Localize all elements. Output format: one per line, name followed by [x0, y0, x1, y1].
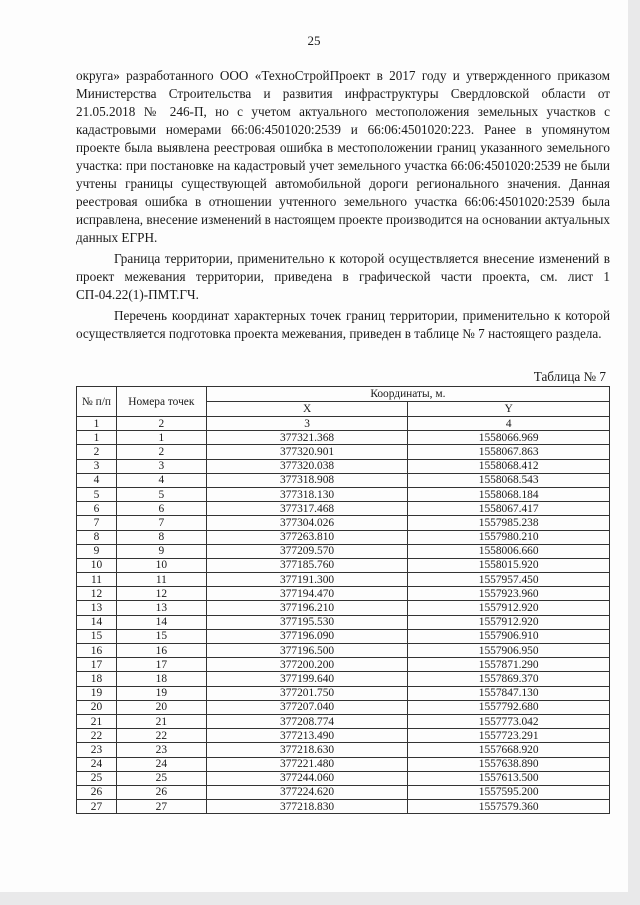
x-cell: 377213.490 — [206, 729, 408, 743]
table-row — [77, 502, 610, 516]
y-cell: 1557912.920 — [408, 601, 610, 615]
y-cell: 1557638.890 — [408, 757, 610, 771]
y-cell: 1558015.920 — [408, 558, 610, 572]
x-cell: 377218.630 — [206, 743, 408, 757]
y-cell: 1557847.130 — [408, 686, 610, 700]
row-num-cell: 5 — [77, 487, 117, 501]
y-cell: 1558067.417 — [408, 502, 610, 516]
row-num-cell: 4 — [77, 473, 117, 487]
index-cell: 4 — [408, 417, 610, 431]
table-row — [77, 743, 610, 757]
y-cell: 1558066.969 — [408, 431, 610, 445]
y-cell: 1557906.910 — [408, 629, 610, 643]
table-row — [77, 459, 610, 473]
row-num-cell: 2 — [77, 445, 117, 459]
table-row — [77, 601, 610, 615]
header-coords: Координаты, м. — [206, 387, 609, 402]
y-cell: 1557579.360 — [408, 800, 610, 814]
y-cell: 1557869.370 — [408, 672, 610, 686]
row-num-cell: 26 — [77, 785, 117, 799]
table-row — [77, 729, 610, 743]
row-num-cell: 20 — [77, 700, 117, 714]
table-row — [77, 672, 610, 686]
y-cell: 1558068.184 — [408, 487, 610, 501]
table-row — [77, 473, 610, 487]
row-num-cell: 12 — [77, 587, 117, 601]
table-row — [77, 629, 610, 643]
row-num-cell: 6 — [77, 502, 117, 516]
point-num-cell: 3 — [116, 459, 206, 473]
index-cell: 1 — [77, 417, 117, 431]
point-num-cell: 21 — [116, 714, 206, 728]
point-num-cell: 7 — [116, 516, 206, 530]
row-num-cell: 14 — [77, 615, 117, 629]
header-num: № п/п — [77, 387, 117, 417]
point-num-cell: 25 — [116, 771, 206, 785]
table-row — [77, 771, 610, 785]
table-row — [77, 587, 610, 601]
x-cell: 377221.480 — [206, 757, 408, 771]
x-cell: 377320.901 — [206, 445, 408, 459]
y-cell: 1557980.210 — [408, 530, 610, 544]
table-row — [77, 544, 610, 558]
table-row — [77, 700, 610, 714]
row-num-cell: 7 — [77, 516, 117, 530]
y-cell: 1557906.950 — [408, 644, 610, 658]
row-num-cell: 1 — [77, 431, 117, 445]
table-row — [77, 558, 610, 572]
table-row — [77, 615, 610, 629]
row-num-cell: 21 — [77, 714, 117, 728]
point-num-cell: 13 — [116, 601, 206, 615]
row-num-cell: 8 — [77, 530, 117, 544]
header-point: Номера точек — [116, 387, 206, 417]
point-num-cell: 24 — [116, 757, 206, 771]
row-num-cell: 17 — [77, 658, 117, 672]
point-num-cell: 9 — [116, 544, 206, 558]
y-cell: 1557985.238 — [408, 516, 610, 530]
x-cell: 377224.620 — [206, 785, 408, 799]
x-cell: 377207.040 — [206, 700, 408, 714]
x-cell: 377208.774 — [206, 714, 408, 728]
point-num-cell: 4 — [116, 473, 206, 487]
x-cell: 377318.130 — [206, 487, 408, 501]
x-cell: 377185.760 — [206, 558, 408, 572]
x-cell: 377196.090 — [206, 629, 408, 643]
point-num-cell: 17 — [116, 658, 206, 672]
point-num-cell: 12 — [116, 587, 206, 601]
x-cell: 377263.810 — [206, 530, 408, 544]
table-row — [77, 516, 610, 530]
y-cell: 1557923.960 — [408, 587, 610, 601]
table-row — [77, 714, 610, 728]
x-cell: 377194.470 — [206, 587, 408, 601]
point-num-cell: 16 — [116, 644, 206, 658]
index-cell: 2 — [116, 417, 206, 431]
point-num-cell: 1 — [116, 431, 206, 445]
row-num-cell: 27 — [77, 800, 117, 814]
paragraph-2: Граница территории, применительно к которой осуществляется внесение изменений в проект межевания территории, приведена в графической части проекта, см. лист 1 СП-04.22(1)-ПМТ.ГЧ. — [76, 251, 610, 302]
row-num-cell: 15 — [77, 629, 117, 643]
table-row — [77, 530, 610, 544]
y-cell: 1557792.680 — [408, 700, 610, 714]
paragraph-3: Перечень координат характерных точек границ территории, применительно к которой осуществляется подготовка проекта межевания, приведен в таблице № 7 настоящего раздела. — [76, 308, 610, 341]
table-row — [77, 573, 610, 587]
y-cell: 1557595.200 — [408, 785, 610, 799]
y-cell: 1558067.863 — [408, 445, 610, 459]
x-cell: 377244.060 — [206, 771, 408, 785]
row-num-cell: 3 — [77, 459, 117, 473]
y-cell: 1557957.450 — [408, 573, 610, 587]
row-num-cell: 13 — [77, 601, 117, 615]
x-cell: 377318.908 — [206, 473, 408, 487]
x-cell: 377200.200 — [206, 658, 408, 672]
point-num-cell: 26 — [116, 785, 206, 799]
point-num-cell: 10 — [116, 558, 206, 572]
table-row — [77, 644, 610, 658]
point-num-cell: 19 — [116, 686, 206, 700]
point-num-cell: 5 — [116, 487, 206, 501]
index-cell: 3 — [206, 417, 408, 431]
row-num-cell: 10 — [77, 558, 117, 572]
point-num-cell: 20 — [116, 700, 206, 714]
point-num-cell: 23 — [116, 743, 206, 757]
row-num-cell: 22 — [77, 729, 117, 743]
x-cell: 377196.210 — [206, 601, 408, 615]
coordinates-body — [77, 431, 610, 814]
row-num-cell: 11 — [77, 573, 117, 587]
y-cell: 1558068.543 — [408, 473, 610, 487]
header-y: Y — [408, 402, 610, 417]
table-row — [77, 431, 610, 445]
point-num-cell: 8 — [116, 530, 206, 544]
y-cell: 1557773.042 — [408, 714, 610, 728]
x-cell: 377317.468 — [206, 502, 408, 516]
row-num-cell: 16 — [77, 644, 117, 658]
row-num-cell: 9 — [77, 544, 117, 558]
index-row — [77, 417, 610, 431]
row-num-cell: 23 — [77, 743, 117, 757]
x-cell: 377218.830 — [206, 800, 408, 814]
y-cell: 1557668.920 — [408, 743, 610, 757]
x-cell: 377201.750 — [206, 686, 408, 700]
y-cell: 1557871.290 — [408, 658, 610, 672]
y-cell: 1558068.412 — [408, 459, 610, 473]
table-row — [77, 757, 610, 771]
table-row — [77, 487, 610, 501]
point-num-cell: 6 — [116, 502, 206, 516]
y-cell: 1557912.920 — [408, 615, 610, 629]
x-cell: 377320.038 — [206, 459, 408, 473]
row-num-cell: 19 — [77, 686, 117, 700]
x-cell: 377196.500 — [206, 644, 408, 658]
header-x: X — [206, 402, 408, 417]
point-num-cell: 27 — [116, 800, 206, 814]
point-num-cell: 2 — [116, 445, 206, 459]
y-cell: 1557613.500 — [408, 771, 610, 785]
table-row — [77, 658, 610, 672]
x-cell: 377199.640 — [206, 672, 408, 686]
table-row — [77, 686, 610, 700]
x-cell: 377321.368 — [206, 431, 408, 445]
point-num-cell: 14 — [116, 615, 206, 629]
x-cell: 377195.530 — [206, 615, 408, 629]
table-caption: Таблица № 7 — [533, 369, 606, 384]
paragraph-1: округа» разработанного ООО «ТехноСтройПроект в 2017 году и утвержденного приказом Министерства Строительства и развития инфраструктуры Свердловской области от 21.05.2018 № 246-П, но с учетом актуального местоположения земельных участков с кадастровыми номерами 66:06:4501020:2539 и 66:06:4501020:223. Ранее в упомянутом проекте была выявлена реестровая ошибка в местоположении границ указанного земельного участка: при постановке на кадастровый учет земельного участка 66:06:4501020:2539 не были учтены границы существующей автомобильной дороги регионального значения. Данная реестровая ошибка в отношении учтенного земельного участка 66:06:4501020:2539 была исправлена, внесение изменений в настоящем проекте производится на основании актуальных данных ЕГРН. — [76, 68, 610, 245]
point-num-cell: 15 — [116, 629, 206, 643]
x-cell: 377304.026 — [206, 516, 408, 530]
row-num-cell: 18 — [77, 672, 117, 686]
body-text — [76, 67, 610, 343]
row-num-cell: 24 — [77, 757, 117, 771]
y-cell: 1558006.660 — [408, 544, 610, 558]
x-cell: 377191.300 — [206, 573, 408, 587]
x-cell: 377209.570 — [206, 544, 408, 558]
point-num-cell: 18 — [116, 672, 206, 686]
table-row — [77, 800, 610, 814]
page-number: 25 — [307, 33, 321, 48]
y-cell: 1557723.291 — [408, 729, 610, 743]
table-row — [77, 445, 610, 459]
coordinates-table — [76, 386, 610, 814]
table-row — [77, 785, 610, 799]
point-num-cell: 11 — [116, 573, 206, 587]
point-num-cell: 22 — [116, 729, 206, 743]
row-num-cell: 25 — [77, 771, 117, 785]
